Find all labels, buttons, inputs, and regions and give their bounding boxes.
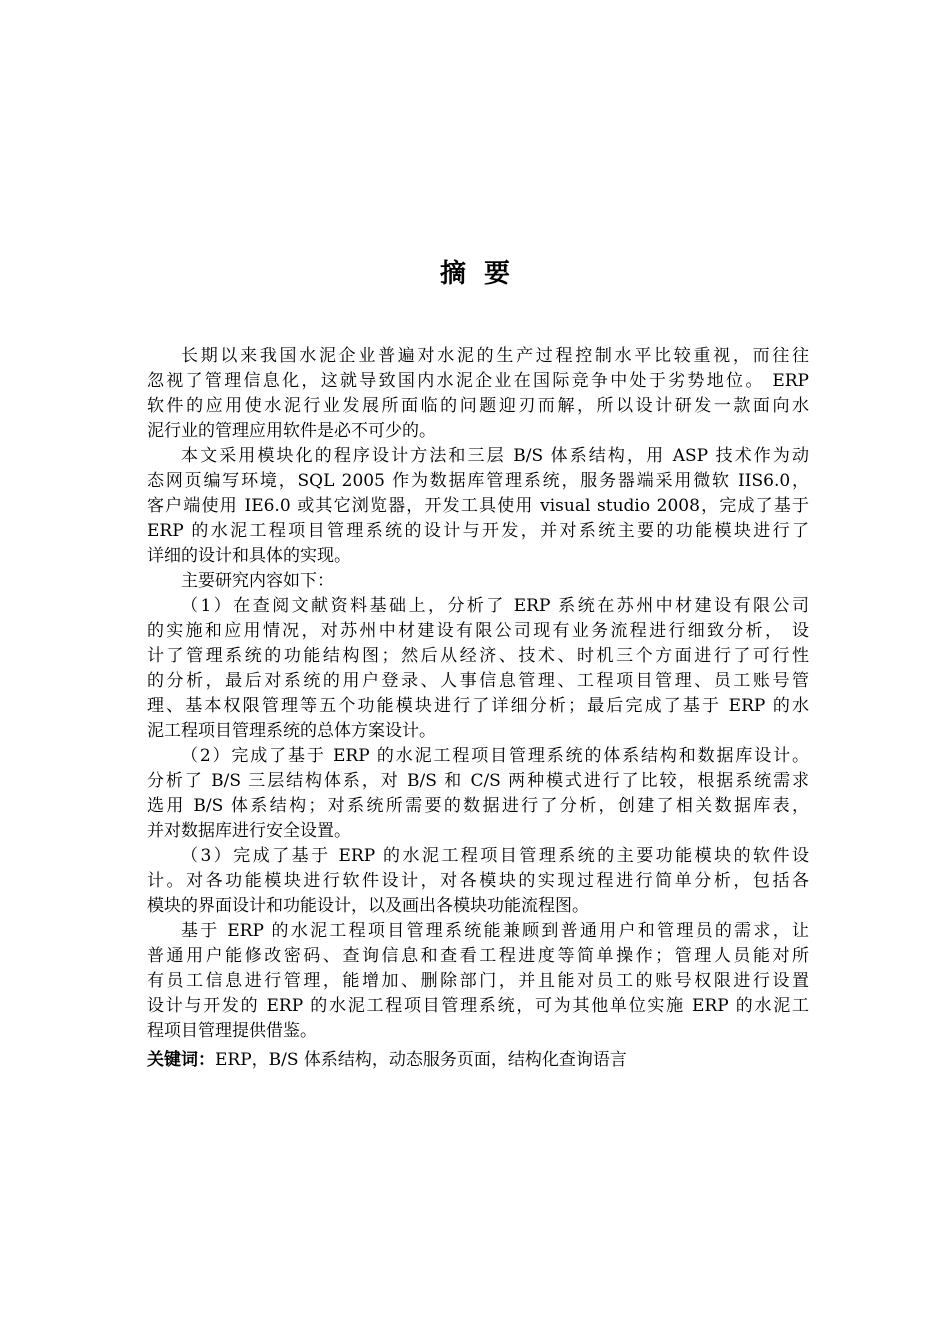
paragraph-line: 长期以来我国水泥企业普遍对水泥的生产过程控制水平比较重视，而往往 (181, 346, 809, 366)
paragraph-line: 态网页编写环境，SQL 2005 作为数据库管理系统，服务器端采用微软 IIS6.0， (147, 471, 809, 491)
abstract-title: 摘要 (439, 259, 528, 289)
paragraph-line: 有员工信息进行管理，能增加、删除部门，并且能对员工的账号权限进行设置 (147, 971, 809, 991)
paragraph-line: 主要研究内容如下： (181, 571, 334, 591)
paragraph-line: （3）完成了基于 ERP 的水泥工程项目管理系统的主要功能模块的软件设 (181, 846, 809, 866)
paragraph-line: 理、基本权限管理等五个功能模块进行了详细分析；最后完成了基于 ERP 的水 (147, 696, 809, 716)
keywords-label: 关键词： (147, 1050, 215, 1070)
paragraph-line: 分析了 B/S 三层结构体系，对 B/S 和 C/S 两种模式进行了比较，根据系统需求 (147, 771, 809, 791)
paragraph-line: 模块的界面设计和功能设计，以及画出各模块功能流程图。 (147, 896, 589, 916)
paragraph-line: 基于 ERP 的水泥工程项目管理系统能兼顾到普通用户和管理员的需求，让 (181, 921, 809, 941)
abstract-body (147, 344, 809, 1044)
paragraph-line: 本文采用模块化的程序设计方法和三层 B/S 体系结构，用 ASP 技术作为动 (181, 446, 809, 466)
paragraph-line: 忽视了管理信息化，这就导致国内水泥企业在国际竞争中处于劣势地位。 ERP (147, 371, 809, 391)
keywords-line (147, 1048, 627, 1073)
paragraph-line: 软件的应用使水泥行业发展所面临的问题迎刃而解，所以设计研发一款面向水 (147, 396, 809, 416)
paragraph-line: 选用 B/S 体系结构；对系统所需要的数据进行了分析，创建了相关数据库表， (147, 796, 809, 816)
paragraph-line: 计。对各功能模块进行软件设计，对各模块的实现过程进行简单分析，包括各 (147, 871, 809, 891)
paragraph-line: 客户端使用 IE6.0 或其它浏览器，开发工具使用 visual studio 2008，完成了基于 (147, 496, 809, 516)
paragraph-line: 泥工程项目管理系统的总体方案设计。 (147, 721, 436, 741)
paragraph-line: 程项目管理提供借鉴。 (147, 1021, 317, 1041)
paragraph-line: 并对数据库进行安全设置。 (147, 821, 351, 841)
paragraph-line: 详细的设计和具体的实现。 (147, 546, 351, 566)
paragraph-line: （2）完成了基于 ERP 的水泥工程项目管理系统的体系结构和数据库设计。 (181, 746, 809, 766)
paragraph-line: 的分析，最后对系统的用户登录、人事信息管理、工程项目管理、员工账号管 (147, 671, 809, 691)
paragraph-line: 设计与开发的 ERP 的水泥工程项目管理系统，可为其他单位实施 ERP 的水泥工 (147, 996, 809, 1016)
paragraph-line: 计了管理系统的功能结构图；然后从经济、技术、时机三个方面进行了可行性 (147, 646, 809, 666)
paragraph-line: 泥行业的管理应用软件是必不可少的。 (147, 421, 436, 441)
paragraph-line: （1）在查阅文献资料基础上，分析了 ERP 系统在苏州中材建设有限公司 (181, 596, 809, 616)
paragraph-line: 普通用户能修改密码、查询信息和查看工程进度等简单操作；管理人员能对所 (147, 946, 809, 966)
paragraph-line: 的实施和应用情况，对苏州中材建设有限公司现有业务流程进行细致分析， 设 (147, 621, 809, 641)
paragraph-line: ERP 的水泥工程项目管理系统的设计与开发，并对系统主要的功能模块进行了 (147, 521, 809, 541)
keywords-text: ERP，B/S 体系结构，动态服务页面，结构化查询语言 (215, 1050, 627, 1070)
